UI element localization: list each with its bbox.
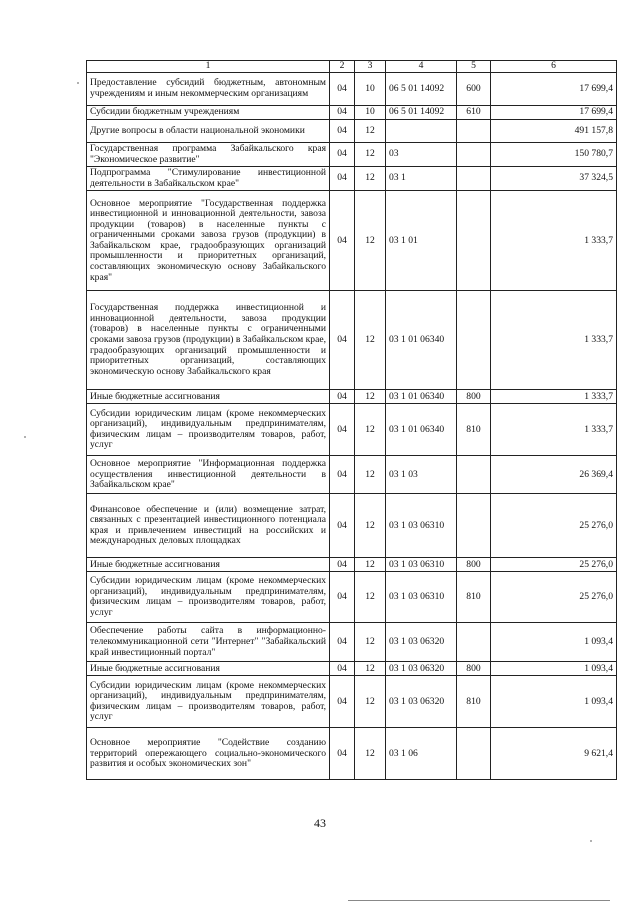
row-name: Иные бюджетные ассигнования — [87, 662, 330, 676]
row-section: 04 — [330, 494, 355, 558]
row-name: Подпрограмма "Стимулирование инвестиционной деятельности в Забайкальском крае" — [87, 167, 330, 191]
row-target-article: 03 1 03 06310 — [386, 572, 457, 623]
row-amount: 26 369,4 — [491, 456, 617, 494]
table-row — [87, 676, 617, 728]
row-expense-type: 800 — [457, 558, 491, 572]
row-section: 04 — [330, 728, 355, 780]
row-name: Другие вопросы в области национальной экономики — [87, 120, 330, 143]
row-expense-type — [457, 167, 491, 191]
scan-speck — [77, 82, 79, 84]
row-name: Субсидии юридическим лицам (кроме некоммерческих организаций), индивидуальным предпринимателям, физическим лицам – производителям товаров, работ, услуг — [87, 676, 330, 728]
row-expense-type: 800 — [457, 390, 491, 404]
row-target-article: 03 — [386, 143, 457, 167]
table-row — [87, 572, 617, 623]
table-row — [87, 167, 617, 191]
row-target-article: 03 1 03 06310 — [386, 558, 457, 572]
row-expense-type: 610 — [457, 106, 491, 120]
row-amount: 9 621,4 — [491, 728, 617, 780]
row-section: 04 — [330, 572, 355, 623]
table-row — [87, 143, 617, 167]
row-target-article: 03 1 03 06310 — [386, 494, 457, 558]
row-section: 04 — [330, 106, 355, 120]
column-header-amount: 6 — [491, 61, 617, 73]
row-expense-type — [457, 456, 491, 494]
row-subsection: 12 — [355, 662, 386, 676]
table-row — [87, 494, 617, 558]
row-name: Субсидии юридическим лицам (кроме некоммерческих организаций), индивидуальным предпринимателям, физическим лицам – производителям товаров, работ, услуг — [87, 572, 330, 623]
row-name: Субсидии бюджетным учреждениям — [87, 106, 330, 120]
row-expense-type — [457, 728, 491, 780]
row-subsection: 12 — [355, 558, 386, 572]
row-section: 04 — [330, 143, 355, 167]
row-target-article — [386, 120, 457, 143]
row-expense-type — [457, 191, 491, 291]
row-target-article: 03 1 01 06340 — [386, 291, 457, 390]
row-target-article: 03 1 03 — [386, 456, 457, 494]
row-amount: 25 276,0 — [491, 572, 617, 623]
row-section: 04 — [330, 120, 355, 143]
row-amount: 491 157,8 — [491, 120, 617, 143]
row-amount: 1 093,4 — [491, 662, 617, 676]
row-target-article: 03 1 03 06320 — [386, 623, 457, 662]
table-row — [87, 291, 617, 390]
row-section: 04 — [330, 167, 355, 191]
row-amount: 25 276,0 — [491, 558, 617, 572]
row-expense-type — [457, 143, 491, 167]
row-name: Основное мероприятие "Государственная поддержка инвестиционной и инновационной деятельности, завоза продукции (товаров) в населенные пункты с ограниченными сроками завоза грузов (продукции) в Забайкальском крае, градообразующих организаций промышленности и приоритетных организаций, составляющих экономическую основу Забайкальского края" — [87, 191, 330, 291]
row-expense-type — [457, 623, 491, 662]
table-row — [87, 662, 617, 676]
row-target-article: 03 1 01 — [386, 191, 457, 291]
row-section: 04 — [330, 73, 355, 106]
row-amount: 17 699,4 — [491, 106, 617, 120]
row-section: 04 — [330, 291, 355, 390]
row-amount: 17 699,4 — [491, 73, 617, 106]
row-subsection: 12 — [355, 572, 386, 623]
row-name: Государственная программа Забайкальского края "Экономическое развитие" — [87, 143, 330, 167]
row-amount: 1 333,7 — [491, 191, 617, 291]
row-amount: 1 333,7 — [491, 404, 617, 456]
scan-speck — [590, 840, 592, 842]
table-row — [87, 73, 617, 106]
row-subsection: 12 — [355, 623, 386, 662]
row-target-article: 03 1 01 06340 — [386, 404, 457, 456]
row-subsection: 10 — [355, 73, 386, 106]
row-name: Основное мероприятие "Содействие созданию территорий опережающего социально-экономического развития и особых экономических зон" — [87, 728, 330, 780]
row-section: 04 — [330, 191, 355, 291]
row-name: Субсидии юридическим лицам (кроме некоммерческих организаций), индивидуальным предпринимателям, физическим лицам – производителям товаров, работ, услуг — [87, 404, 330, 456]
table-row — [87, 120, 617, 143]
table-row — [87, 404, 617, 456]
row-section: 04 — [330, 662, 355, 676]
row-target-article: 03 1 01 06340 — [386, 390, 457, 404]
table-row — [87, 558, 617, 572]
row-subsection: 12 — [355, 191, 386, 291]
table-row — [87, 106, 617, 120]
row-section: 04 — [330, 558, 355, 572]
row-section: 04 — [330, 456, 355, 494]
column-header-section: 2 — [330, 61, 355, 73]
row-expense-type: 810 — [457, 572, 491, 623]
row-subsection: 10 — [355, 106, 386, 120]
row-section: 04 — [330, 404, 355, 456]
scan-speck — [24, 436, 26, 438]
row-target-article: 06 5 01 14092 — [386, 73, 457, 106]
row-subsection: 12 — [355, 494, 386, 558]
row-name: Основное мероприятие "Информационная поддержка осуществления инвестиционной деятельности в Забайкальском крае" — [87, 456, 330, 494]
row-amount: 1 093,4 — [491, 623, 617, 662]
row-name: Иные бюджетные ассигнования — [87, 390, 330, 404]
row-section: 04 — [330, 390, 355, 404]
row-target-article: 06 5 01 14092 — [386, 106, 457, 120]
row-expense-type: 810 — [457, 404, 491, 456]
row-subsection: 12 — [355, 390, 386, 404]
column-header-subsection: 3 — [355, 61, 386, 73]
table-row — [87, 728, 617, 780]
row-subsection: 12 — [355, 143, 386, 167]
row-subsection: 12 — [355, 676, 386, 728]
row-target-article: 03 1 03 06320 — [386, 676, 457, 728]
row-target-article: 03 1 03 06320 — [386, 662, 457, 676]
budget-table — [86, 60, 617, 780]
row-name: Предоставление субсидий бюджетным, автономным учреждениям и иным некоммерческим организациям — [87, 73, 330, 106]
row-amount: 150 780,7 — [491, 143, 617, 167]
row-expense-type — [457, 494, 491, 558]
row-subsection: 12 — [355, 728, 386, 780]
row-amount: 1 093,4 — [491, 676, 617, 728]
row-target-article: 03 1 — [386, 167, 457, 191]
column-header-expense-type: 5 — [457, 61, 491, 73]
row-target-article: 03 1 06 — [386, 728, 457, 780]
column-header-target-article: 4 — [386, 61, 457, 73]
row-amount: 25 276,0 — [491, 494, 617, 558]
row-section: 04 — [330, 623, 355, 662]
table-row — [87, 191, 617, 291]
row-amount: 1 333,7 — [491, 390, 617, 404]
table-row — [87, 623, 617, 662]
row-subsection: 12 — [355, 120, 386, 143]
row-expense-type: 800 — [457, 662, 491, 676]
table-header-row — [87, 61, 617, 73]
row-name: Иные бюджетные ассигнования — [87, 558, 330, 572]
row-subsection: 12 — [355, 456, 386, 494]
row-expense-type: 810 — [457, 676, 491, 728]
column-header-name: 1 — [87, 61, 330, 73]
row-name: Финансовое обеспечение и (или) возмещение затрат, связанных с презентацией инвестиционного потенциала края и привлечением инвестиций на российских и международных деловых площадках — [87, 494, 330, 558]
scan-artifact-line — [348, 900, 610, 901]
row-name: Обеспечение работы сайта в информационно-телекоммуникационной сети "Интернет" "Забайкальский край инвестиционный портал" — [87, 623, 330, 662]
row-expense-type: 600 — [457, 73, 491, 106]
row-expense-type — [457, 291, 491, 390]
row-expense-type — [457, 120, 491, 143]
row-subsection: 12 — [355, 404, 386, 456]
page-number: 43 — [314, 816, 326, 830]
row-section: 04 — [330, 676, 355, 728]
row-amount: 37 324,5 — [491, 167, 617, 191]
row-name: Государственная поддержка инвестиционной и инновационной деятельности, завоза продукции (товаров) в населенные пункты с ограниченными сроками завоза грузов (продукции) в Забайкальском крае, градообразующих организаций промышленности и приоритетных организаций, составляющих экономическую основу Забайкальского края — [87, 291, 330, 390]
table-row — [87, 456, 617, 494]
table-row — [87, 390, 617, 404]
row-subsection: 12 — [355, 167, 386, 191]
row-subsection: 12 — [355, 291, 386, 390]
row-amount: 1 333,7 — [491, 291, 617, 390]
